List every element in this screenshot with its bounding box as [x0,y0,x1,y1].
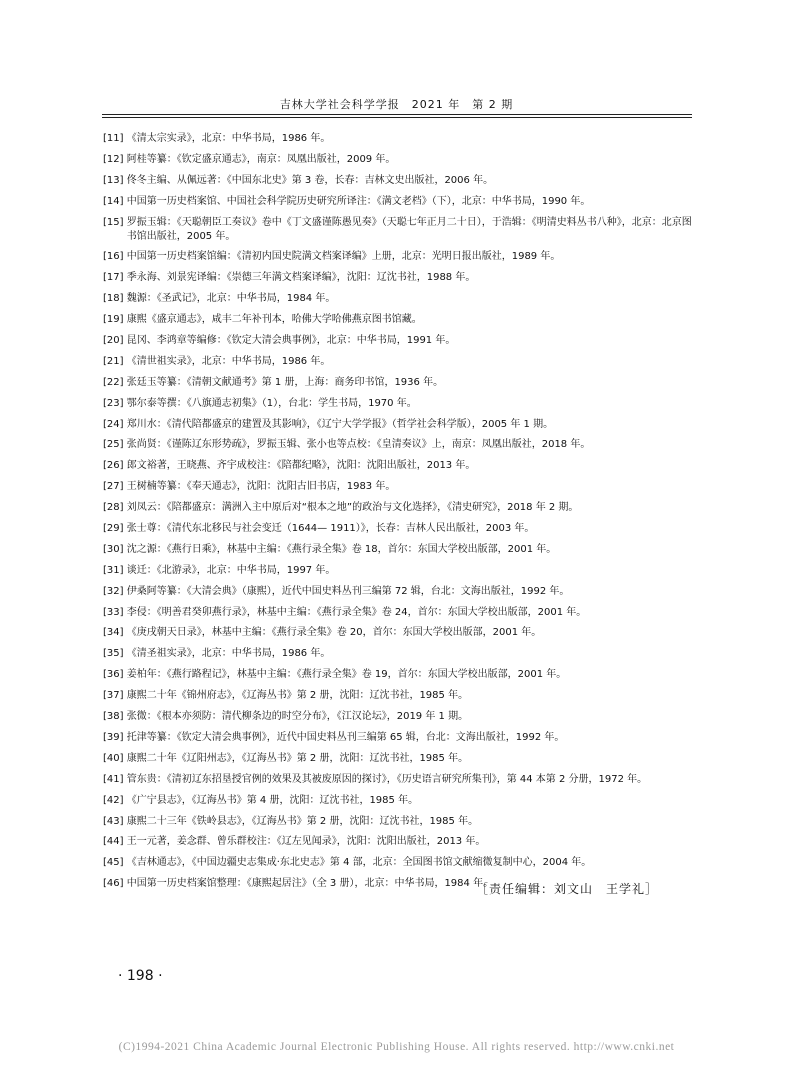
reference-item [103,250,693,264]
reference-text: 《广宁县志》，《辽海丛书》第 4 册，沈阳：辽沈书社，1985 年。 [126,794,419,806]
reference-number: [43] [103,815,127,827]
reference-item [103,271,693,285]
reference-text: 王一元著，姜念群、曾乐群校注：《辽左见闻录》，沈阳：沈阳出版社，2013 年。 [126,836,486,848]
reference-number: [39] [103,731,127,743]
reference-number: [14] [103,195,127,207]
reference-text: 昆冈、李鸿章等编修：《钦定大清会典事例》，北京：中华书局，1991 年。 [126,335,456,347]
reference-number: [22] [103,376,127,388]
reference-number: [25] [103,439,127,451]
reference-number: [15] [103,216,127,228]
reference-text: 康熙二十年《锦州府志》，《辽海丛书》第 2 册，沈阳：辽沈书社，1985 年。 [126,690,469,702]
reference-text: 刘凤云：《陪都盛京：满洲入主中原后对“根本之地”的政治与文化选择》，《清史研究》，2018 年 2 期。 [126,502,579,514]
reference-item [103,794,693,808]
reference-item [103,856,693,870]
reference-number: [28] [103,502,127,514]
reference-text: 管东贵：《清初辽东招垦授官例的效果及其被废原因的探讨》，《历史语言研究所集刊》，第 44 本第 2 分册，1972 年。 [126,773,648,785]
reference-text: 《庚戌朝天日录》，林基中主编：《燕行录全集》卷 20，首尔：东国大学校出版部，2001 年。 [126,627,542,639]
reference-number: [35] [103,648,127,660]
reference-item [103,626,693,640]
reference-number: [31] [103,564,127,576]
page-number: · 198 · [118,968,163,984]
reference-number: [12] [103,153,127,165]
reference-item [103,668,693,682]
reference-number: [45] [103,857,127,869]
reference-item [103,606,693,620]
reference-number: [33] [103,606,127,618]
reference-item [103,543,693,557]
reference-text: 康熙《盛京通志》，咸丰二年补刊本，哈佛大学哈佛燕京图书馆藏。 [126,314,422,326]
reference-item [103,501,693,515]
reference-item [103,480,693,494]
reference-item [103,376,693,390]
reference-item [103,710,693,724]
reference-item [103,418,693,432]
header-rule-bottom [102,117,692,118]
reference-number: [40] [103,752,127,764]
reference-text: 张微：《根本亦须防：清代柳条边的时空分布》，《江汉论坛》，2019 年 1 期。 [126,711,469,723]
reference-item [103,195,693,209]
reference-text: 罗振玉辑：《天聪朝臣工奏议》卷中《丁文盛谨陈愚见奏》（天聪七年正月二十日），于浩辑：《明清史料丛书八种》，北京：北京图书馆出版社，2005 年。 [126,216,692,242]
reference-item [103,835,693,849]
reference-text: 康熙二十年《辽阳州志》，《辽海丛书》第 2 册，沈阳：辽沈书社，1985 年。 [126,752,469,764]
reference-text: 谈迁：《北游录》，北京：中华书局，1997 年。 [126,564,336,576]
reference-text: 沈之源：《燕行日乘》，林基中主编：《燕行录全集》卷 18，首尔：东国大学校出版部，2001 年。 [126,543,557,555]
reference-text: 康熙二十三年《铁岭县志》，《辽海丛书》第 2 册，沈阳：辽沈书社，1985 年。 [126,815,479,827]
reference-number: [24] [103,418,127,430]
reference-item [103,647,693,661]
reference-item [103,752,693,766]
reference-text: 郑川水：《清代陪都盛京的建置及其影响》，《辽宁大学学报》（哲学社会科学版），2005 年 1 期。 [126,418,554,430]
reference-text: 伊桑阿等纂：《大清会典》（康熙），近代中国史料丛刊三编第 72 辑，台北：文海出版社，1992 年。 [126,585,570,597]
reference-item [103,564,693,578]
reference-text: 《清圣祖实录》，北京：中华书局，1986 年。 [126,648,331,660]
reference-text: 中国第一历史档案馆整理：《康熙起居注》（全 3 册），北京：中华书局，1984 年。 [126,878,494,890]
reference-number: [42] [103,794,127,806]
reference-number: [11] [103,133,127,144]
reference-text: 中国第一历史档案馆编：《清初内国史院满文档案译编》上册，北京：光明日报出版社，1989 年。 [126,251,561,263]
reference-item [103,216,693,244]
reference-text: 《清世祖实录》，北京：中华书局，1986 年。 [126,355,331,367]
reference-number: [46] [103,878,127,890]
reference-item [103,132,693,146]
reference-number: [16] [103,251,127,263]
reference-number: [13] [103,174,127,186]
reference-number: [21] [103,355,127,367]
reference-number: [44] [103,836,127,848]
reference-text: 魏源：《圣武记》，北京：中华书局，1984 年。 [126,293,336,305]
reference-item [103,397,693,411]
reference-item [103,773,693,787]
reference-item [103,334,693,348]
reference-text: 李侵：《明善君癸卯燕行录》，林基中主编：《燕行录全集》卷 24，首尔：东国大学校出版部，2001 年。 [126,606,587,618]
reference-text: 季永海、刘景宪译编：《崇德三年满文档案译编》，沈阳：辽沈书社，1988 年。 [126,272,476,284]
reference-text: 中国第一历史档案馆、中国社会科学院历史研究所译注：《满文老档》（下），北京：中华书局，1990 年。 [126,195,591,207]
reference-number: [18] [103,293,127,305]
reference-list [103,132,693,898]
reference-number: [29] [103,523,127,535]
reference-item [103,292,693,306]
reference-text: 郎文裕著，王晓燕、齐宇成校注：《陪都纪略》，沈阳：沈阳出版社，2013 年。 [126,460,476,472]
reference-item [103,313,693,327]
responsible-editor: ［责任编辑：刘文山 王学礼］ [476,882,659,896]
reference-text: 张廷玉等纂：《清朝文献通考》第 1 册，上海：商务印书馆，1936 年。 [126,376,444,388]
reference-item [103,731,693,745]
reference-number: [27] [103,481,127,493]
reference-text: 托津等纂：《钦定大清会典事例》，近代中国史料丛刊三编第 65 辑，台北：文海出版社，1992 年。 [126,731,565,743]
reference-number: [20] [103,335,127,347]
reference-item [103,522,693,536]
reference-number: [32] [103,585,127,597]
reference-text: 张尚贤：《谨陈辽东形势疏》，罗振玉辑、张小也等点校：《皇清奏议》上，南京：凤凰出版社，2018 年。 [126,439,591,451]
reference-item [103,815,693,829]
journal-header: 吉林大学社会科学学报 2021 年 第 2 期 [279,98,514,111]
reference-item [103,689,693,703]
reference-text: 姜柏年：《燕行路程记》，林基中主编：《燕行录全集》卷 19，首尔：东国大学校出版部，2001 年。 [126,669,567,681]
reference-item [103,174,693,188]
header-rule-top [102,114,692,115]
reference-text: 佟冬主编、从佩远著：《中国东北史》第 3 卷，长春：吉林文史出版社，2006 年。 [126,174,494,186]
reference-number: [23] [103,397,127,409]
reference-number: [17] [103,272,127,284]
reference-item [103,585,693,599]
reference-number: [38] [103,711,127,723]
reference-item [103,355,693,369]
reference-item [103,153,693,167]
reference-number: [36] [103,669,127,681]
reference-item [103,459,693,473]
reference-number: [41] [103,773,127,785]
reference-text: 鄂尔泰等撰：《八旗通志初集》（1），台北：学生书局，1970 年。 [126,397,417,409]
reference-number: [34] [103,627,127,639]
reference-text: 《吉林通志》，《中国边疆史志集成·东北史志》第 4 部，北京：全国图书馆文献缩微复制中心，2004 年。 [126,857,592,869]
reference-item [103,438,693,452]
reference-number: [30] [103,543,127,555]
reference-text: 阿桂等纂：《钦定盛京通志》，南京：凤凰出版社，2009 年。 [126,153,396,165]
reference-number: [19] [103,314,127,326]
copyright-footer: (C)1994-2021 China Academic Journal Electronic Publishing House. All rights reserved. http://www.cnki.net [118,1041,675,1053]
reference-number: [26] [103,460,127,472]
reference-number: [37] [103,690,127,702]
reference-text: 张士尊：《清代东北移民与社会变迁（1644— 1911）》，长春：吉林人民出版社，2003 年。 [126,523,535,535]
reference-text: 《清太宗实录》，北京：中华书局，1986 年。 [126,133,331,144]
reference-text: 王树楠等纂：《奉天通志》，沈阳：沈阳古旧书店，1983 年。 [126,481,396,493]
